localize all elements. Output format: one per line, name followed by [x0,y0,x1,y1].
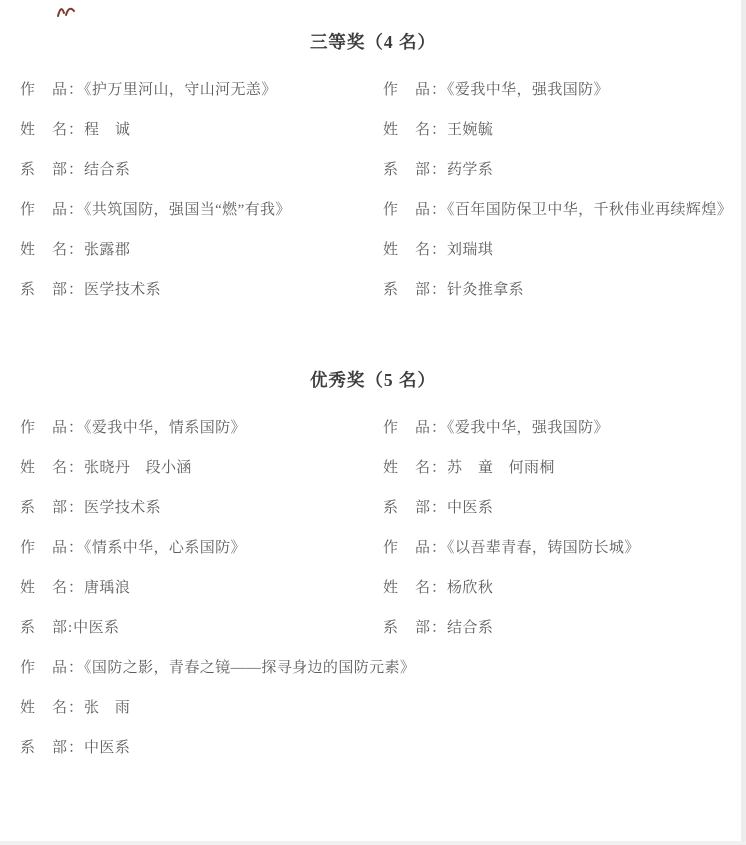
work-label: 作 品： [20,82,85,98]
name-line [20,448,383,488]
winner-name: 刘瑞琪 [447,242,494,258]
work-label: 作 品： [383,540,448,556]
name-line [383,230,746,270]
dept-label: 系 部： [383,162,448,178]
name-line [383,568,746,608]
work-label: 作 品： [20,660,85,676]
name-label: 姓 名： [383,242,448,258]
work-title: 《情系中华，心系国防》 [84,540,246,556]
award-entry [383,190,746,310]
department: 中医系 [84,740,131,756]
name-line [383,110,746,150]
winner-name: 张 雨 [84,700,131,716]
work-title: 《以吾辈青春，铸国防长城》 [447,540,640,556]
dept-line [20,270,383,310]
name-label: 姓 名： [383,122,448,138]
winner-name: 张露郡 [84,242,131,258]
name-line [20,568,383,608]
award-entry [383,528,746,648]
dept-line [20,150,383,190]
winner-name: 张晓丹 段小涵 [84,460,192,476]
work-line [383,408,746,448]
dept-label: 系 部： [383,500,448,516]
dept-line [20,488,383,528]
award-entry [20,528,383,648]
department: 医学技术系 [84,282,162,298]
work-line [20,70,383,110]
work-title: 《百年国防保卫中华，千秋伟业再续辉煌》 [447,202,733,218]
section-title: 三等奖（4 名） [309,32,437,52]
work-line [20,528,383,568]
name-label: 姓 名： [20,242,85,258]
work-line [20,408,383,448]
name-line [20,110,383,150]
department: 医学技术系 [84,500,162,516]
name-line [20,688,746,728]
work-title: 《国防之影，青春之镜——探寻身边的国防元素》 [84,660,416,676]
work-title: 《爱我中华，情系国防》 [84,420,246,436]
work-title: 《爱我中华，强我国防》 [447,420,609,436]
name-label: 姓 名： [20,700,85,716]
award-entry [383,408,746,528]
dept-line [20,608,383,648]
award-entry [20,408,383,528]
work-line [383,528,746,568]
dept-line [383,150,746,190]
department: 结合系 [447,620,494,636]
department: 中医系 [447,500,494,516]
department: 结合系 [84,162,131,178]
dept-label: 系 部: [20,620,74,636]
department: 针灸推拿系 [447,282,525,298]
scan-edge-right [741,0,746,845]
name-label: 姓 名： [383,460,448,476]
winner-name: 杨欣秋 [447,580,494,596]
award-entry [383,70,746,190]
dept-label: 系 部： [20,162,85,178]
award-entry [20,70,383,190]
department: 药学系 [447,162,494,178]
name-label: 姓 名： [20,580,85,596]
work-title: 《护万里河山，守山河无恙》 [84,82,277,98]
work-title: 《共筑国防，强国当“燃”有我》 [84,202,291,218]
winner-name: 王婉毓 [447,122,494,138]
entries-grid [0,70,746,310]
handwritten-mark-icon [55,1,77,20]
section-excellence-award [0,360,746,768]
name-label: 姓 名： [20,460,85,476]
entries-grid [0,408,746,768]
dept-label: 系 部： [20,500,85,516]
work-line [383,70,746,110]
winner-name: 苏 童 何雨桐 [447,460,555,476]
name-label: 姓 名： [20,122,85,138]
work-label: 作 品： [20,420,85,436]
dept-line [383,608,746,648]
dept-label: 系 部： [20,740,85,756]
work-label: 作 品： [383,82,448,98]
award-entry [20,190,383,310]
name-label: 姓 名： [383,580,448,596]
work-label: 作 品： [383,202,448,218]
work-label: 作 品： [20,540,85,556]
work-line [20,648,746,688]
work-label: 作 品： [20,202,85,218]
award-entry [20,648,746,768]
dept-label: 系 部： [383,282,448,298]
name-line [20,230,383,270]
scan-edge-bottom [0,841,746,845]
work-line [20,190,383,230]
section-title: 优秀奖（5 名） [309,370,437,390]
winner-name: 程 诚 [84,122,131,138]
dept-line [20,728,746,768]
section-third-prize [0,22,746,310]
dept-label: 系 部： [20,282,85,298]
dept-label: 系 部： [383,620,448,636]
department: 中医系 [73,620,120,636]
name-line [383,448,746,488]
dept-line [383,488,746,528]
winner-name: 唐瑀浪 [84,580,131,596]
work-title: 《爱我中华，强我国防》 [447,82,609,98]
work-label: 作 品： [383,420,448,436]
dept-line [383,270,746,310]
work-line [383,190,746,230]
